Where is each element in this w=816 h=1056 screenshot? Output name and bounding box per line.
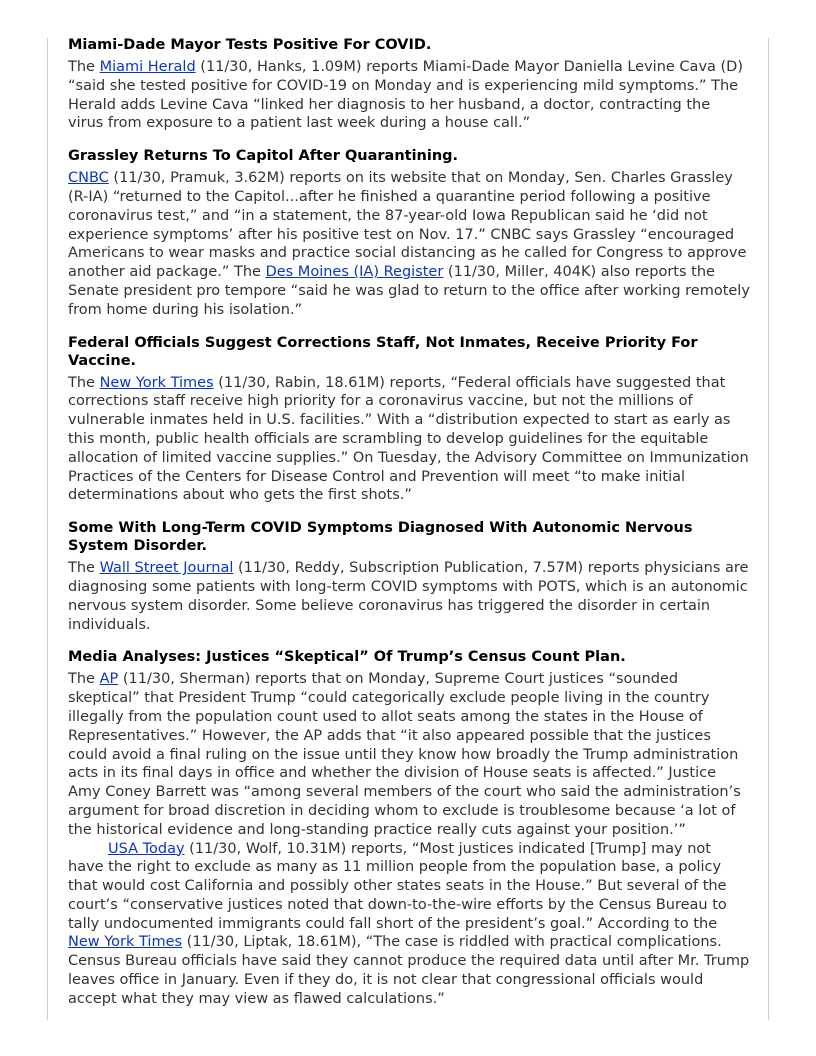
source-link[interactable]: Des Moines (IA) Register <box>265 264 444 281</box>
source-link[interactable]: CNBC <box>68 170 109 187</box>
article-headline: Media Analyses: Justices “Skeptical” Of Trump’s Census Count Plan. <box>68 649 626 666</box>
source-link[interactable]: AP <box>99 671 119 688</box>
source-link[interactable]: USA Today <box>108 840 185 857</box>
body-text: (11/30, Liptak, 18.61M), “The case is riddled with practical complications. Census Bureau officials have said they cannot produce the required data until after Mr. Trump leaves office in January. Even if they do, it is not clear that congressional officials would accept what they may view as flawed calculations.” <box>68 934 750 1007</box>
news-article <box>68 147 750 319</box>
news-article <box>68 648 750 1008</box>
body-text: The <box>68 374 100 391</box>
body-text: The <box>68 59 100 75</box>
article-paragraph <box>68 374 750 506</box>
body-text: (11/30, Rabin, 18.61M) reports, “Federal officials have suggested that corrections staff receive high priority for a coronavirus vaccine, but not the millions of vulnerable inmates held in U.S. facilities.” With a “distribution expected to start as early as this month, public health officials are scrambling to develop guidelines for the equitable allocation of limited vaccine supplies.” On Tuesday, the Advisory Committee on Immunization Practices of the Centers for Disease Control and Prevention will meet “to make initial determinations about who gets the first shots.” <box>68 374 749 504</box>
body-text: (11/30, Wolf, 10.31M) reports, “Most justices indicated [Trump] may not have the right to exclude as many as 11 million people from the population base, a policy that would cost California and possibly other states seats in the House.” But several of the court’s “conservative justices noted that down-to-the-wire efforts by the Census Bureau to tally undocumented immigrants could fall short of the president’s goal.” According to the <box>68 840 727 932</box>
body-text: (11/30, Hanks, 1.09M) reports Miami-Dade Mayor Daniella Levine Cava (D) “said she tested positive for COVID-19 on Monday and is experiencing mild symptoms.” The Herald adds Levine Cava “linked her diagnosis to her husband, a doctor, contracting the virus from exposure to a patient last week during a house call.” <box>68 59 743 132</box>
article-paragraph <box>68 58 750 133</box>
article-paragraph <box>68 169 750 319</box>
news-article <box>68 334 750 506</box>
body-text: (11/30, Reddy, Subscription Publication, 7.57M) reports physicians are diagnosing some patients with long-term COVID symptoms with POTS, which is an autonomic nervous system disorder. Some believe coronavirus has triggered the disorder in certain individuals. <box>68 560 749 633</box>
news-article <box>68 519 750 634</box>
body-text: (11/30, Sherman) reports that on Monday, Supreme Court justices “sounded skeptical” that President Trump “could categorically exclude people living in the country illegally from the population count used to allot seats among the states in the House of Representatives.” However, the AP adds that “it also appeared possible that the justices could avoid a final ruling on the issue until they know how broadly the Trump administration acts in its final days in office and whether the division of House seats is affected.” Justice Amy Coney Barrett was “among several members of the court who said the administration’s argument for broad discretion in deciding whom to exclude is troublesome because ‘a lot of the historical evidence and long-standing practice really cuts against your position.’” <box>68 671 741 838</box>
right-margin-rule <box>768 38 769 1020</box>
body-text: (11/30, Miller, 404K) also reports the Senate president pro tempore “said he was glad to return to the office after working remotely from home during his isolation.” <box>68 264 750 318</box>
source-link[interactable]: New York Times <box>99 374 214 391</box>
article-headline: Miami-Dade Mayor Tests Positive For COVID. <box>68 37 432 53</box>
body-text: (11/30, Pramuk, 3.62M) reports on its website that on Monday, Sen. Charles Grassley (R-IA) “returned to the Capitol...after he finished a quarantine period following a positive coronavirus test,” and “in a statement, the 87-year-old Iowa Republican said he ‘did not experience symptoms’ after his positive test on Nov. 17.” CNBC says Grassley “encouraged Americans to wear masks and practice social distancing as he called for Congress to approve another aid package.” The <box>68 170 747 281</box>
article-paragraph <box>68 840 750 1009</box>
news-article <box>68 36 750 133</box>
body-text: The <box>68 560 100 577</box>
source-link[interactable]: Miami Herald <box>99 59 196 75</box>
article-headline: Federal Officials Suggest Corrections Staff, Not Inmates, Receive Priority For Vaccine. <box>68 334 698 369</box>
article-paragraph <box>68 559 750 634</box>
source-link[interactable]: New York Times <box>68 934 183 951</box>
news-briefing-column <box>68 36 750 1023</box>
left-margin-rule <box>47 38 48 1020</box>
article-headline: Some With Long-Term COVID Symptoms Diagnosed With Autonomic Nervous System Disorder. <box>68 520 693 555</box>
body-text: The <box>68 671 100 688</box>
article-headline: Grassley Returns To Capitol After Quarantining. <box>68 148 459 165</box>
source-link[interactable]: Wall Street Journal <box>99 560 234 577</box>
article-paragraph <box>68 670 750 839</box>
